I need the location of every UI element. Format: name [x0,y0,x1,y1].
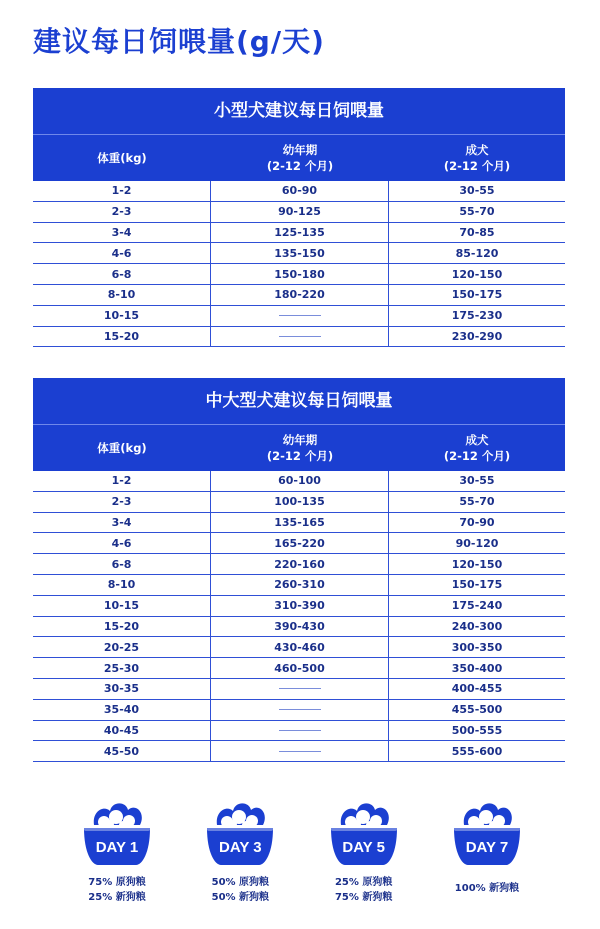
table-row [33,285,565,306]
puppy-amount-cell: 260-310 [211,575,389,595]
transition-day [304,795,424,905]
transition-day [180,795,300,905]
adult-amount-cell: 240-300 [451,619,503,633]
table-row [33,617,565,638]
adult-amount-cell: 85-120 [455,246,499,260]
puppy-amount-cell: 135-150 [211,243,389,263]
adult-amount-cell: 30-55 [459,474,495,488]
weight-cell: 4-6 [33,243,211,263]
adult-amount-cell: 455-500 [451,703,503,717]
puppy-amount-cell: 100-135 [211,492,389,512]
weight-cell: 8-10 [33,285,211,305]
table-row [33,658,565,679]
page-title: 建议每日饲喂量(g/天) [33,25,325,58]
adult-amount-cell: 55-70 [459,205,495,219]
column-headers [33,135,565,181]
table-row [33,513,565,534]
weight-cell: 15-20 [33,327,211,347]
weight-cell: 35-40 [33,700,211,720]
large-dog-feeding-table [33,378,565,762]
weight-cell: 3-4 [33,513,211,533]
table-row [33,306,565,327]
adult-amount-cell: 150-175 [451,288,503,302]
table-row [33,596,565,617]
food-bowl-icon [327,795,401,869]
puppy-amount-cell [211,741,389,761]
weight-cell: 1-2 [33,181,211,201]
puppy-amount-cell: 90-125 [211,202,389,222]
table-row [33,533,565,554]
table-row [33,741,565,762]
weight-cell: 30-35 [33,679,211,699]
weight-cell: 1-2 [33,471,211,491]
weight-cell: 6-8 [33,264,211,284]
table-title: 小型犬建议每日饲喂量 [33,88,565,135]
weight-cell: 2-3 [33,492,211,512]
table-row [33,721,565,742]
adult-amount-cell: 30-55 [459,184,495,198]
col-puppy-header: 幼年期 (2-12 个月) [266,143,334,173]
adult-amount-cell: 175-240 [451,599,503,613]
day-label: DAY 1 [95,839,139,856]
weight-cell: 25-30 [33,658,211,678]
puppy-amount-cell: 220-160 [211,554,389,574]
puppy-amount-cell [211,306,389,326]
table-row [33,223,565,244]
weight-cell: 10-15 [33,596,211,616]
weight-cell: 3-4 [33,223,211,243]
food-ratio [455,881,519,896]
weight-cell: 15-20 [33,617,211,637]
puppy-amount-cell: 165-220 [211,533,389,553]
col-adult-header: 成犬 (2-12 个月) [443,433,511,463]
table-row [33,700,565,721]
food-ratio [335,875,392,905]
table-row [33,637,565,658]
puppy-amount-cell: 460-500 [211,658,389,678]
puppy-amount-cell [211,721,389,741]
adult-amount-cell: 300-350 [451,640,503,654]
table-row [33,492,565,513]
table-body [33,181,565,347]
table-header [33,88,565,181]
puppy-amount-cell: 430-460 [211,637,389,657]
weight-cell: 10-15 [33,306,211,326]
not-applicable-dash [279,751,321,752]
column-headers [33,425,565,471]
table-row [33,679,565,700]
adult-amount-cell: 120-150 [451,267,503,281]
puppy-amount-cell [211,679,389,699]
not-applicable-dash [279,709,321,710]
adult-amount-cell: 230-290 [451,329,503,343]
puppy-amount-cell: 60-100 [211,471,389,491]
table-row [33,181,565,202]
table-row [33,327,565,348]
puppy-amount-cell: 310-390 [211,596,389,616]
adult-amount-cell: 500-555 [451,723,503,737]
transition-day [57,795,177,905]
col-puppy-header: 幼年期 (2-12 个月) [266,433,334,463]
table-row [33,243,565,264]
ratio-line: 50% 原狗粮 [211,877,270,888]
ratio-line: 25% 原狗粮 [334,877,393,888]
small-dog-feeding-table [33,88,565,347]
adult-amount-cell: 150-175 [451,578,503,592]
adult-amount-cell: 120-150 [451,557,503,571]
food-bowl-icon [203,795,277,869]
table-row [33,575,565,596]
col-weight-header: 体重(kg) [97,151,147,165]
adult-amount-cell: 55-70 [459,495,495,509]
ratio-line: 75% 新狗粮 [334,892,393,903]
col-weight-header: 体重(kg) [97,441,147,455]
table-row [33,471,565,492]
adult-amount-cell: 70-85 [459,225,495,239]
weight-cell: 6-8 [33,554,211,574]
weight-cell: 2-3 [33,202,211,222]
ratio-line: 25% 新狗粮 [88,892,146,903]
table-body [33,471,565,762]
puppy-amount-cell: 135-165 [211,513,389,533]
ratio-line: 50% 新狗粮 [211,892,270,903]
food-bowl-icon [450,795,524,869]
puppy-amount-cell: 150-180 [211,264,389,284]
table-header [33,378,565,471]
food-ratio [212,875,269,905]
table-row [33,554,565,575]
puppy-amount-cell [211,700,389,720]
ratio-line: 100% 新狗粮 [454,883,520,894]
not-applicable-dash [279,336,321,337]
day-label: DAY 5 [342,839,385,856]
puppy-amount-cell: 60-90 [211,181,389,201]
adult-amount-cell: 175-230 [451,309,503,323]
weight-cell: 20-25 [33,637,211,657]
puppy-amount-cell: 390-430 [211,617,389,637]
adult-amount-cell: 350-400 [451,661,503,675]
day-label: DAY 3 [219,839,262,856]
not-applicable-dash [279,688,321,689]
weight-cell: 45-50 [33,741,211,761]
ratio-line: 75% 原狗粮 [88,877,146,888]
not-applicable-dash [279,730,321,731]
weight-cell: 40-45 [33,721,211,741]
adult-amount-cell: 70-90 [459,515,495,529]
not-applicable-dash [279,315,321,316]
food-bowl-icon [80,795,154,869]
puppy-amount-cell [211,327,389,347]
col-adult-header: 成犬 (2-12 个月) [443,143,511,173]
food-ratio [88,875,145,905]
table-title: 中大型犬建议每日饲喂量 [33,378,565,425]
adult-amount-cell: 400-455 [451,682,503,696]
weight-cell: 8-10 [33,575,211,595]
food-transition-schedule [57,795,547,905]
puppy-amount-cell: 125-135 [211,223,389,243]
table-row [33,264,565,285]
weight-cell: 4-6 [33,533,211,553]
table-row [33,202,565,223]
adult-amount-cell: 90-120 [455,536,499,550]
transition-day [427,795,547,905]
adult-amount-cell: 555-600 [451,744,503,758]
day-label: DAY 7 [465,839,509,856]
puppy-amount-cell: 180-220 [211,285,389,305]
